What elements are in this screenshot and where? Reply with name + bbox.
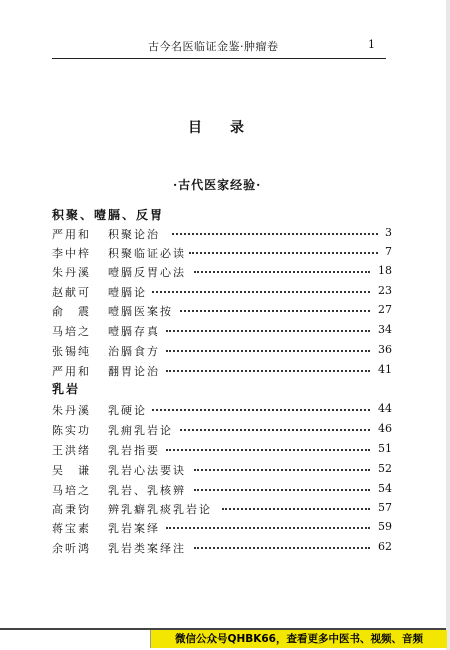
dot-leader: [152, 409, 370, 411]
toc-entry[interactable]: [52, 402, 392, 416]
dot-leader: [166, 527, 370, 529]
category-heading: 乳岩: [52, 382, 81, 396]
entry-author: 张锡纯: [52, 345, 91, 358]
entry-author: 马培之: [52, 484, 91, 497]
entry-title: 翻胃论治: [108, 365, 160, 378]
entry-page: 34: [378, 323, 392, 336]
toc-entry[interactable]: [52, 303, 392, 317]
entry-author: 赵献可: [52, 286, 91, 299]
toc-entry[interactable]: [52, 226, 392, 240]
dot-leader: [194, 469, 370, 471]
dot-leader: [166, 449, 370, 451]
entry-author: 马培之: [52, 325, 91, 338]
entry-page: 27: [378, 303, 392, 316]
dot-leader: [189, 252, 378, 254]
toc-entry[interactable]: [52, 442, 392, 456]
entry-title: 噎膈医案按: [108, 305, 173, 318]
dot-leader: [166, 350, 370, 352]
entry-author: 严用和: [52, 228, 91, 241]
dot-leader: [180, 429, 370, 431]
entry-page: 36: [378, 343, 392, 356]
toc-entry[interactable]: [52, 422, 392, 436]
entry-author: 吴 谦: [52, 464, 91, 477]
entry-author: 朱丹溪: [52, 404, 91, 417]
entry-title: 乳岩案绎: [108, 522, 160, 535]
entry-title: 乳痈乳岩论: [108, 424, 173, 437]
entry-page: 41: [378, 363, 392, 376]
entry-title: 积聚临证必读: [108, 247, 186, 260]
dot-leader: [180, 310, 370, 312]
entry-page: 23: [378, 284, 392, 297]
entry-page: 46: [378, 422, 392, 435]
toc-entry[interactable]: [52, 520, 392, 534]
entry-author: 严用和: [52, 365, 91, 378]
dot-leader: [166, 330, 370, 332]
entry-title: 乳岩指要: [108, 444, 160, 457]
entry-page: 3: [385, 226, 392, 239]
entry-author: 陈实功: [52, 424, 91, 437]
entry-title: 治膈食方: [108, 345, 160, 358]
entry-title: 乳岩、乳核辨: [108, 484, 186, 497]
dot-leader: [166, 370, 370, 372]
toc-entry[interactable]: [52, 245, 392, 259]
entry-title: 乳岩类案绎注: [108, 542, 186, 555]
toc-entry[interactable]: [52, 462, 392, 476]
category-heading: 积聚、噎膈、反胃: [52, 208, 165, 222]
entry-page: 62: [378, 540, 392, 553]
entry-page: 59: [378, 520, 392, 533]
watermark-banner: 微信公众号QHBK66，查看更多中医书、视频、音频: [150, 630, 447, 648]
entry-author: 李中梓: [52, 247, 91, 260]
entry-author: 蒋宝素: [52, 522, 91, 535]
entry-page: 54: [378, 482, 392, 495]
toc-entry[interactable]: [52, 363, 392, 377]
entry-page: 57: [378, 501, 392, 514]
entry-title: 噎膈存真: [108, 325, 160, 338]
entry-title: 乳硬论: [108, 404, 147, 417]
section-title: ·古代医家经验·: [173, 178, 262, 192]
entry-title: 乳岩心法要诀: [108, 464, 186, 477]
entry-author: 俞 震: [52, 305, 91, 318]
toc-entry[interactable]: [52, 264, 392, 278]
page-number: 1: [368, 38, 375, 51]
toc-entry[interactable]: [52, 343, 392, 357]
toc-entry[interactable]: [52, 501, 392, 515]
toc-title: 目录: [188, 120, 272, 136]
page-edge: [446, 0, 450, 650]
entry-author: 朱丹溪: [52, 266, 91, 279]
entry-page: 44: [378, 402, 392, 415]
toc-entry[interactable]: [52, 284, 392, 298]
dot-leader: [172, 233, 378, 235]
entry-author: 余听鸿: [52, 542, 91, 555]
entry-author: 王洪绪: [52, 444, 91, 457]
entry-title: 辨乳癖乳痰乳岩论: [108, 503, 212, 516]
dot-leader: [194, 271, 370, 273]
entry-title: 积聚论治: [108, 228, 160, 241]
running-head: 古今名医临证金鉴·肿瘤卷: [148, 40, 279, 53]
entry-page: 52: [378, 462, 392, 475]
entry-title: 噎膈论: [108, 286, 147, 299]
header-rule: [52, 58, 386, 59]
entry-page: 51: [378, 442, 392, 455]
entry-page: 18: [378, 264, 392, 277]
entry-author: 高秉钧: [52, 503, 91, 516]
dot-leader: [222, 508, 370, 510]
dot-leader: [152, 291, 370, 293]
toc-entry[interactable]: [52, 540, 392, 554]
toc-entry[interactable]: [52, 323, 392, 337]
toc-entry[interactable]: [52, 482, 392, 496]
entry-page: 7: [385, 245, 392, 258]
dot-leader: [194, 489, 370, 491]
dot-leader: [194, 547, 370, 549]
entry-title: 噎膈反胃心法: [108, 266, 186, 279]
